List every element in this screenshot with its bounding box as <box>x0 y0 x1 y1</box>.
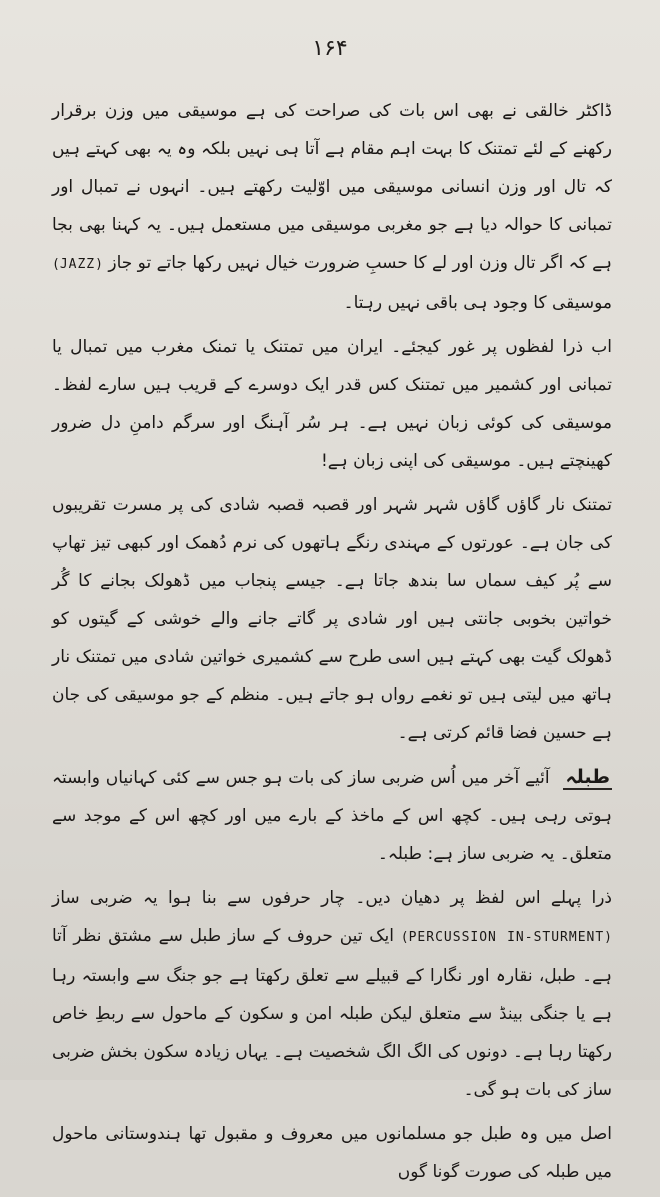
paragraph <box>52 758 612 873</box>
jazz-term: (JAZZ) <box>52 257 103 272</box>
percussion-term: (PERCUSSION IN-STURMENT) <box>400 930 613 945</box>
paragraph-text: ڈاکٹر خالقی نے بھی اس بات کی صراحت کی ہے موسیقی میں وزن برقرار رکھنے کے لئے تمتنک کا بہت اہم مقام ہے آتا ہی نہیں بلکہ وہ یہ بھی کہتے ہیں کہ تال اور وزن انسانی موسیقی میں اوّلیت رکھتے ہیں۔ انہوں نے تمبال اور تمبانی کا حوالہ دیا ہے جو مغربی موسیقی میں مستعمل ہیں۔ یہ کہنا بھی بجا ہے کہ اگر تال وزن اور لے کا حسبِ ضرورت خیال نہیں رکھا جاتے تو جاز <box>52 101 612 273</box>
paragraph-text: ایک تین حروف کے ساز طبل سے مشتق نظر آتا ہے۔ طبل، نقارہ اور نگارا کے قبیلے سے تعلق رکھتا ہے جو جنگ سے وابستہ رہا ہے یا جنگی بینڈ سے متعلق لیکن طبلہ امن و سکون کے ماحول سے ربطِ خاص رکھتا رہا ہے۔ دونوں کی الگ الگ شخصیت ہے۔ یہاں زیادہ سکون بخش ضربی ساز کی بات ہو گی۔ <box>52 926 612 1100</box>
page-number: ۱۶۴ <box>312 36 348 61</box>
paragraph-text: آئیے آخر میں اُس ضربی ساز کی بات ہو جس سے کئی کہانیاں وابستہ ہوتی رہی ہیں۔ کچھ اس کے ماخذ کے بارے میں اور کچھ اس کے موجد سے متعلق۔ یہ ضربی ساز ہے: طبلہ۔ <box>52 768 612 864</box>
paragraph <box>52 92 612 322</box>
paragraph <box>52 486 612 752</box>
paragraph-text: ذرا پہلے اس لفظ پر دھیان دیں۔ چار حرفوں سے بنا ہوا یہ ضربی ساز <box>52 888 612 908</box>
paragraph-text: تمتنک نار گاؤں گاؤں شہر شہر اور قصبہ قصبہ شادی کی پر مسرت تقریبوں کی جان ہے۔ عورتوں کے مہندی رنگے ہاتھوں کی نرم دُھمک اور کبھی تیز تھاپ سے پُر کیف سماں سا بندھ جاتا ہے۔ جیسے پنجاب میں ڈھولک بجانے کا گُر خواتین بخوبی جانتی ہیں اور شادی پر گاتے جانے والے خوشی کے گیتوں کو ڈھولک گیت بھی کہتے ہیں اسی طرح سے کشمیری خواتین شادی میں تمتنک نار ہاتھ میں لیتی ہیں تو نغمے رواں ہو جاتے ہیں۔ منظم کے جو موسیقی کی جان ہے حسین فضا قائم کرتی ہے۔ <box>52 495 612 743</box>
section-heading: طبلہ <box>565 766 610 788</box>
paragraph-text: اصل میں وہ طبل جو مسلمانوں میں معروف و مقبول تھا ہندوستانی ماحول میں طبلہ کی صورت گونا گوں <box>52 1124 612 1182</box>
paragraph <box>52 328 612 480</box>
paragraph-text: موسیقی کا وجود ہی باقی نہیں رہتا۔ <box>343 293 612 313</box>
body-text <box>52 92 612 1197</box>
paragraph-text: اب ذرا لفظوں پر غور کیجئے۔ ایران میں تمتنک یا تمنک مغرب میں تمبال یا تمبانی اور کشمیر میں تمتنک کس قدر ایک دوسرے کے قریب ہیں سارے لفظ۔ موسیقی کی کوئی زبان نہیں ہے۔ ہر سُر آہنگ اور سرگم دامنِ دل ضرور کھینچتے ہیں۔ موسیقی کی اپنی زبان ہے! <box>52 337 612 471</box>
paragraph <box>52 1115 612 1191</box>
paragraph <box>52 879 612 1109</box>
